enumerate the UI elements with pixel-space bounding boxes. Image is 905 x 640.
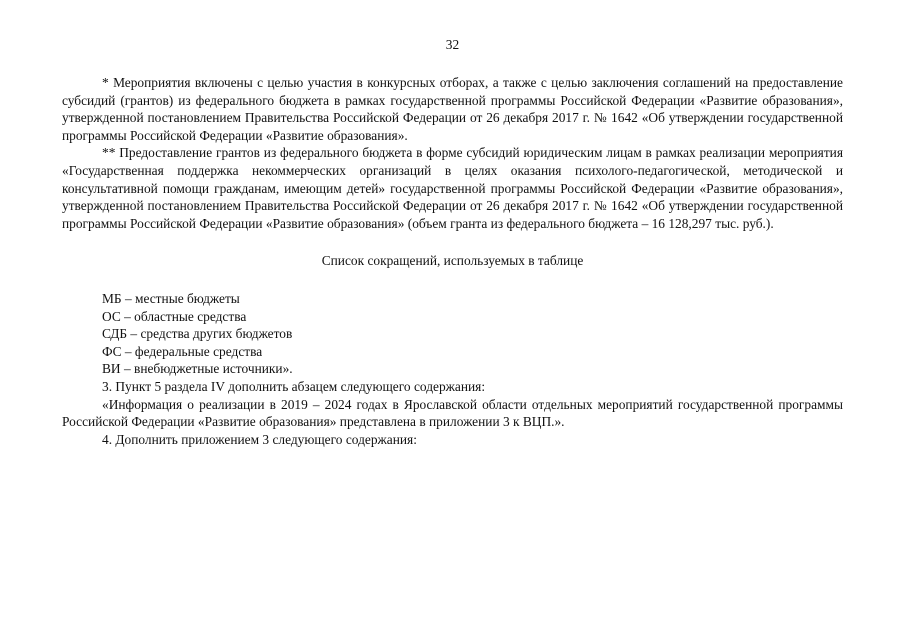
abbreviation-item: ВИ – внебюджетные источники». [102, 361, 293, 377]
abbreviations-heading: Список сокращений, используемых в таблице [321, 253, 584, 269]
footnote-single-asterisk: * Мероприятия включены с целью участия в конкурсных отборах, а также с целью заключения соглашений на предоставление субсидий (грантов) из федерального бюджета в рамках государственной программы Российской Федерации «Развитие образования», утвержденной постановлением Правительства Российской Федерации от 26 декабря 2017 г. № 1642 «Об утверждении государственной программы Российской Федерации «Развитие образования». [62, 75, 843, 143]
abbreviation-item: ФС – федеральные средства [102, 343, 263, 359]
page-number: 32 [445, 37, 460, 52]
footnote-double-asterisk: ** Предоставление грантов из федерального бюджета в форме субсидий юридическим лицам в рамках реализации мероприятия «Государственная поддержка некоммерческих организаций в целях оказания психолого-педагогической, методической и консультативной помощи гражданам, имеющим детей» государственной программы Российской Федерации «Развитие образования», утвержденной постановлением Правительства Российской Федерации от 26 декабря 2017 г. № 1642 «Об утверждении государственной программы Российской Федерации «Развитие образования» (объем гранта из федерального бюджета – 16 128,297 тыс. руб.). [62, 145, 843, 231]
abbreviation-item: ОС – областные средства [102, 308, 247, 324]
abbreviation-item: МБ – местные бюджеты [102, 290, 240, 306]
amendment-item-3: 3. Пункт 5 раздела IV дополнить абзацем следующего содержания: [102, 378, 486, 394]
amendment-item-3-text: «Информация о реализации в 2019 – 2024 годах в Ярославской области отдельных мероприятий государственной программы Российской Федерации «Развитие образования» представлена в приложении 3 к ВЦП.». [62, 396, 843, 430]
abbreviations-list [62, 290, 843, 378]
amendment-item-4: 4. Дополнить приложением 3 следующего содержания: [102, 431, 417, 447]
document-body [62, 74, 843, 448]
abbreviation-item: СДБ – средства других бюджетов [102, 326, 293, 342]
